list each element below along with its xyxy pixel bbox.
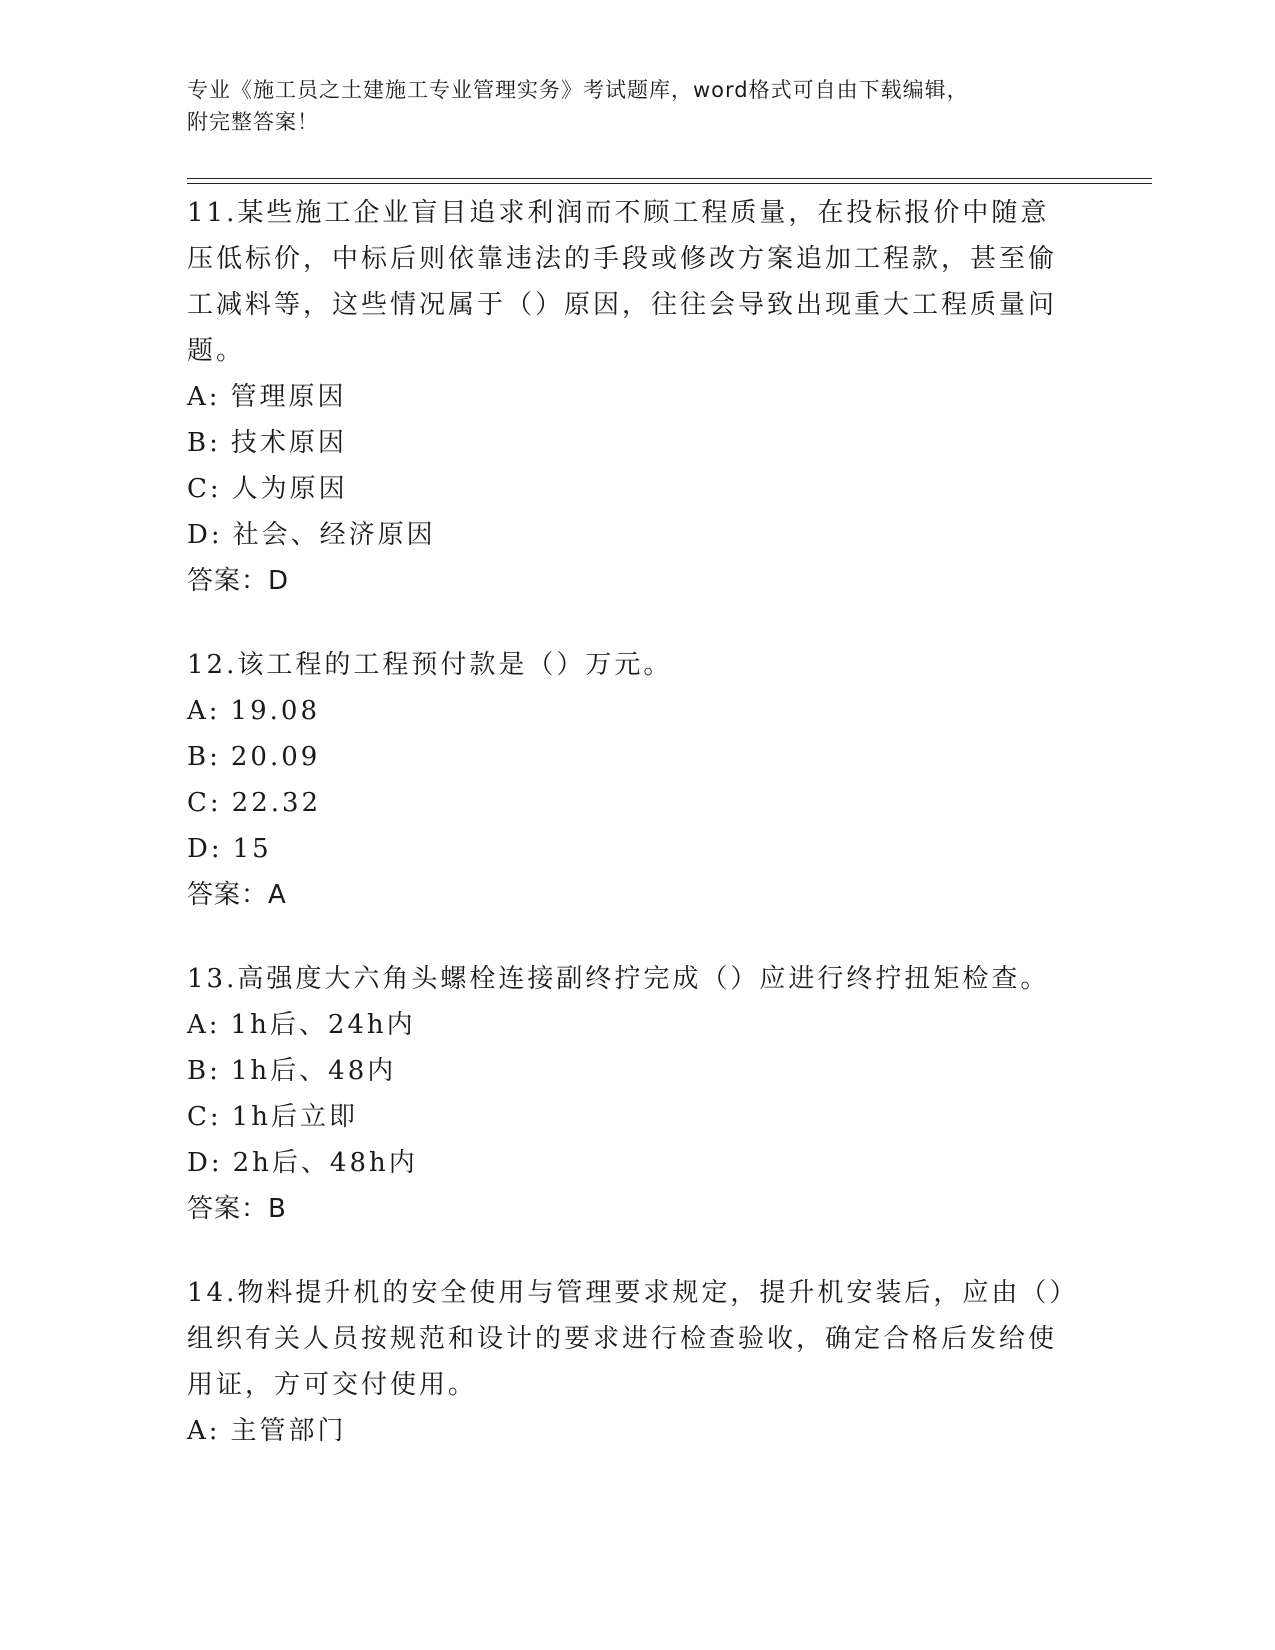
option-letter: A: xyxy=(187,1416,221,1446)
question-11 xyxy=(187,190,1087,604)
option-text: 1h后、48内 xyxy=(230,1056,397,1086)
option-text: 2h后、48h内 xyxy=(232,1148,418,1178)
option-letter: C: xyxy=(187,1102,222,1132)
question-14 xyxy=(187,1270,1087,1454)
option-letter: A: xyxy=(187,382,221,412)
header-divider-top xyxy=(187,178,1152,179)
option-a xyxy=(187,1002,1087,1048)
option-text: 22.32 xyxy=(231,788,322,818)
question-12 xyxy=(187,642,1087,918)
answer-line: 答案：D xyxy=(187,566,290,596)
answer-line: 答案：A xyxy=(187,880,287,910)
document-header xyxy=(187,74,1087,138)
option-b xyxy=(187,1048,1087,1094)
option-list xyxy=(187,688,1087,872)
option-letter: C: xyxy=(187,474,222,504)
option-letter: D: xyxy=(187,520,223,550)
option-letter: B: xyxy=(187,1056,221,1086)
question-13 xyxy=(187,956,1087,1232)
option-c xyxy=(187,466,1087,512)
option-text: 社会、经济原因 xyxy=(232,520,436,550)
question-stem: 11.某些施工企业盲目追求利润而不顾工程质量，在投标报价中随意压低标价，中标后则依靠违法的手段或修改方案追加工程款，甚至偷工减料等，这些情况属于（）原因，往往会导致出现重大工程质量问题。 xyxy=(187,198,1058,366)
option-text: 主管部门 xyxy=(230,1416,347,1446)
option-list xyxy=(187,1408,1087,1454)
option-text: 19.08 xyxy=(230,696,320,726)
option-text: 1h后立即 xyxy=(231,1102,358,1132)
option-letter: D: xyxy=(187,1148,223,1178)
option-list xyxy=(187,1002,1087,1186)
option-c xyxy=(187,780,1087,826)
option-a xyxy=(187,374,1087,420)
question-stem: 12.该工程的工程预付款是（）万元。 xyxy=(187,650,673,680)
option-letter: D: xyxy=(187,834,223,864)
answer-line: 答案：B xyxy=(187,1194,287,1224)
option-text: 15 xyxy=(232,834,272,864)
option-a xyxy=(187,688,1087,734)
option-d xyxy=(187,826,1087,872)
header-line-1: 专业《施工员之土建施工专业管理实务》考试题库，word格式可自由下载编辑， xyxy=(187,78,969,102)
option-text: 20.09 xyxy=(230,742,321,772)
question-list xyxy=(187,190,1087,1492)
option-text: 技术原因 xyxy=(230,428,347,458)
option-letter: B: xyxy=(187,742,221,772)
option-b xyxy=(187,734,1087,780)
question-stem: 14.物料提升机的安全使用与管理要求规定，提升机安装后，应由（）组织有关人员按规范和设计的要求进行检查验收，确定合格后发给使用证，方可交付使用。 xyxy=(187,1278,1066,1400)
option-d xyxy=(187,1140,1087,1186)
option-text: 管理原因 xyxy=(230,382,347,412)
option-list xyxy=(187,374,1087,558)
option-d xyxy=(187,512,1087,558)
option-a xyxy=(187,1408,1087,1454)
option-letter: C: xyxy=(187,788,222,818)
option-text: 人为原因 xyxy=(231,474,348,504)
option-letter: B: xyxy=(187,428,221,458)
option-text: 1h后、24h内 xyxy=(230,1010,416,1040)
option-c xyxy=(187,1094,1087,1140)
header-divider-bottom xyxy=(187,183,1152,184)
header-line-2: 附完整答案！ xyxy=(187,110,319,134)
option-letter: A: xyxy=(187,1010,221,1040)
option-b xyxy=(187,420,1087,466)
question-stem: 13.高强度大六角头螺栓连接副终拧完成（）应进行终拧扭矩检查。 xyxy=(187,964,1050,994)
option-letter: A: xyxy=(187,696,221,726)
